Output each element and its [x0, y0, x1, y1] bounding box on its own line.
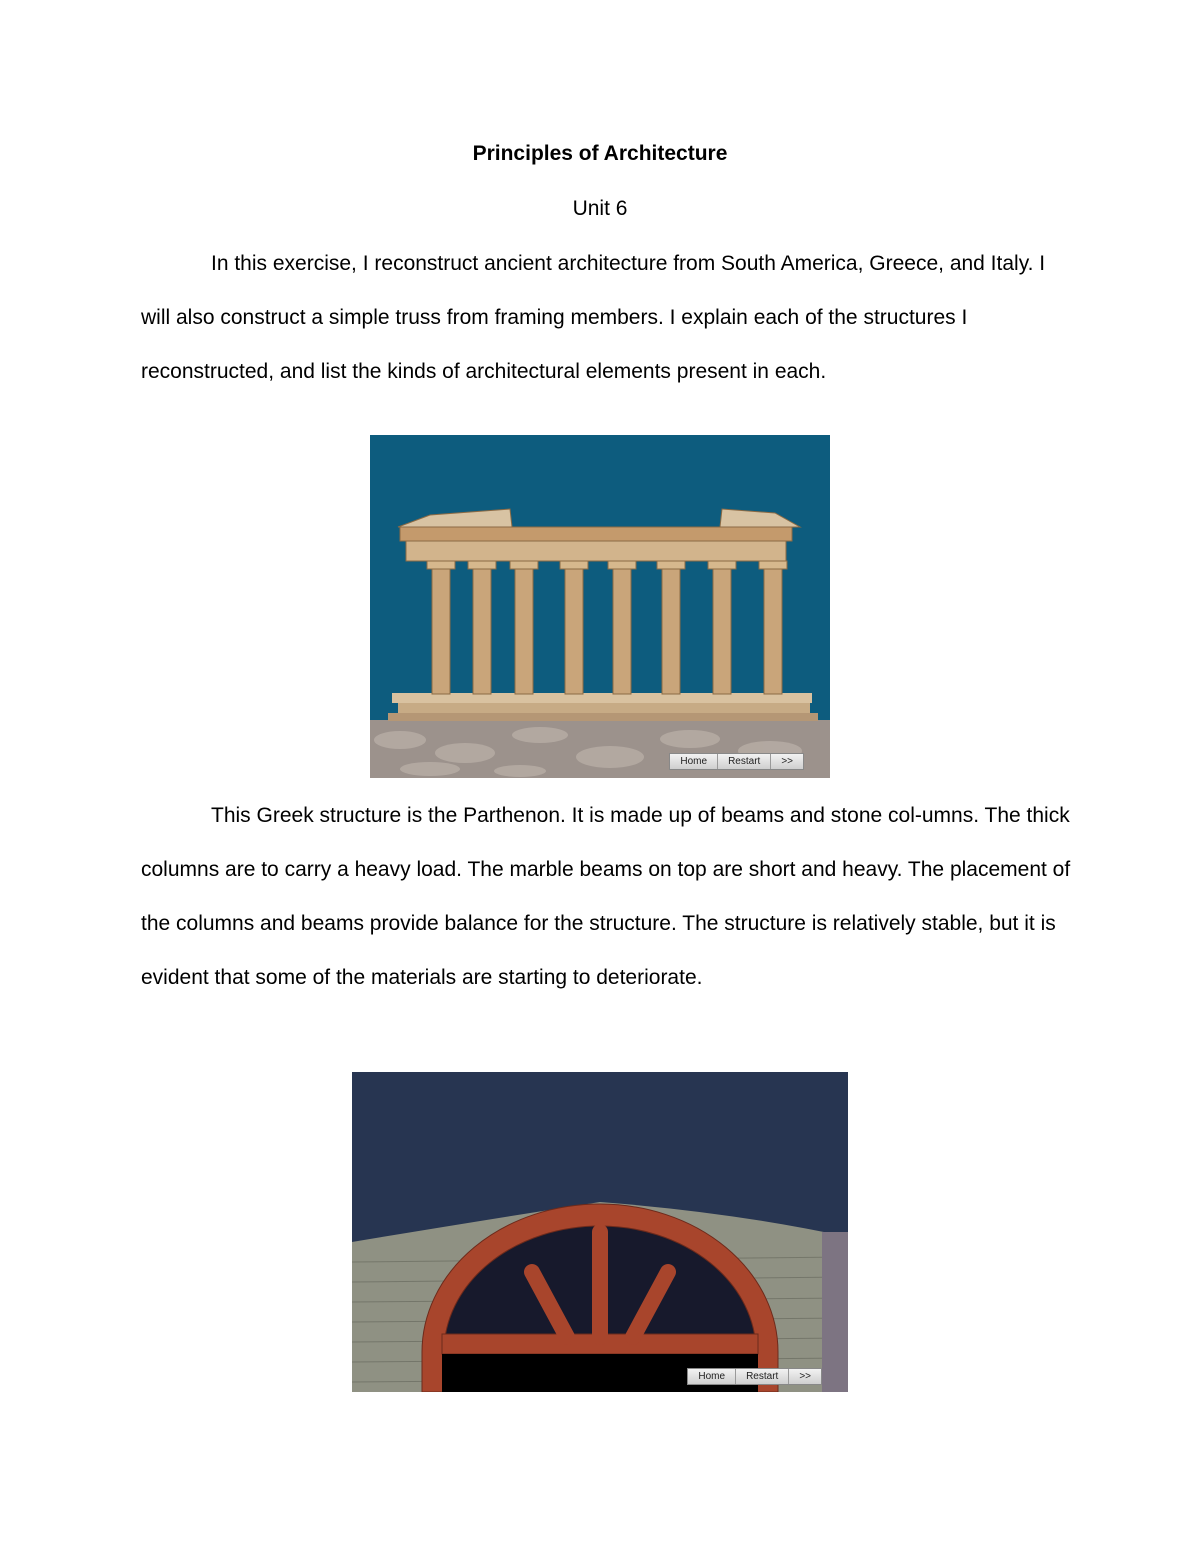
restart-button[interactable]: Restart: [718, 754, 771, 769]
figure-2-nav: [687, 1368, 822, 1385]
arch-truss-illustration: [352, 1072, 848, 1392]
figure-1-nav: [669, 753, 804, 770]
next-button[interactable]: >>: [771, 754, 803, 769]
next-button[interactable]: >>: [789, 1369, 821, 1384]
parthenon-paragraph: [141, 789, 1071, 1005]
page-title: Principles of Architecture: [472, 142, 728, 165]
page-subtitle: Unit 6: [572, 197, 628, 220]
home-button[interactable]: Home: [688, 1369, 736, 1384]
intro-text: In this exercise, I reconstruct ancient architecture from South America, Greece, and Italy. I will also construct a simple truss from framing members. I explain each of the structures I reconstructed, and list the kinds of architectural elements present in each.: [141, 252, 1046, 383]
restart-button[interactable]: Restart: [736, 1369, 789, 1384]
parthenon-image: [370, 435, 830, 778]
home-button[interactable]: Home: [670, 754, 718, 769]
parthenon-text: This Greek structure is the Parthenon. It is made up of beams and stone col-umns. The thick columns are to carry a heavy load. The marble beams on top are short and heavy. The placement of the columns and beams provide balance for the structure. The structure is relatively stable, but it is evident that some of the materials are starting to deteriorate.: [141, 804, 1071, 989]
parthenon-illustration: [370, 435, 830, 778]
intro-paragraph: [141, 237, 1071, 399]
arch-truss-image: [352, 1072, 848, 1392]
